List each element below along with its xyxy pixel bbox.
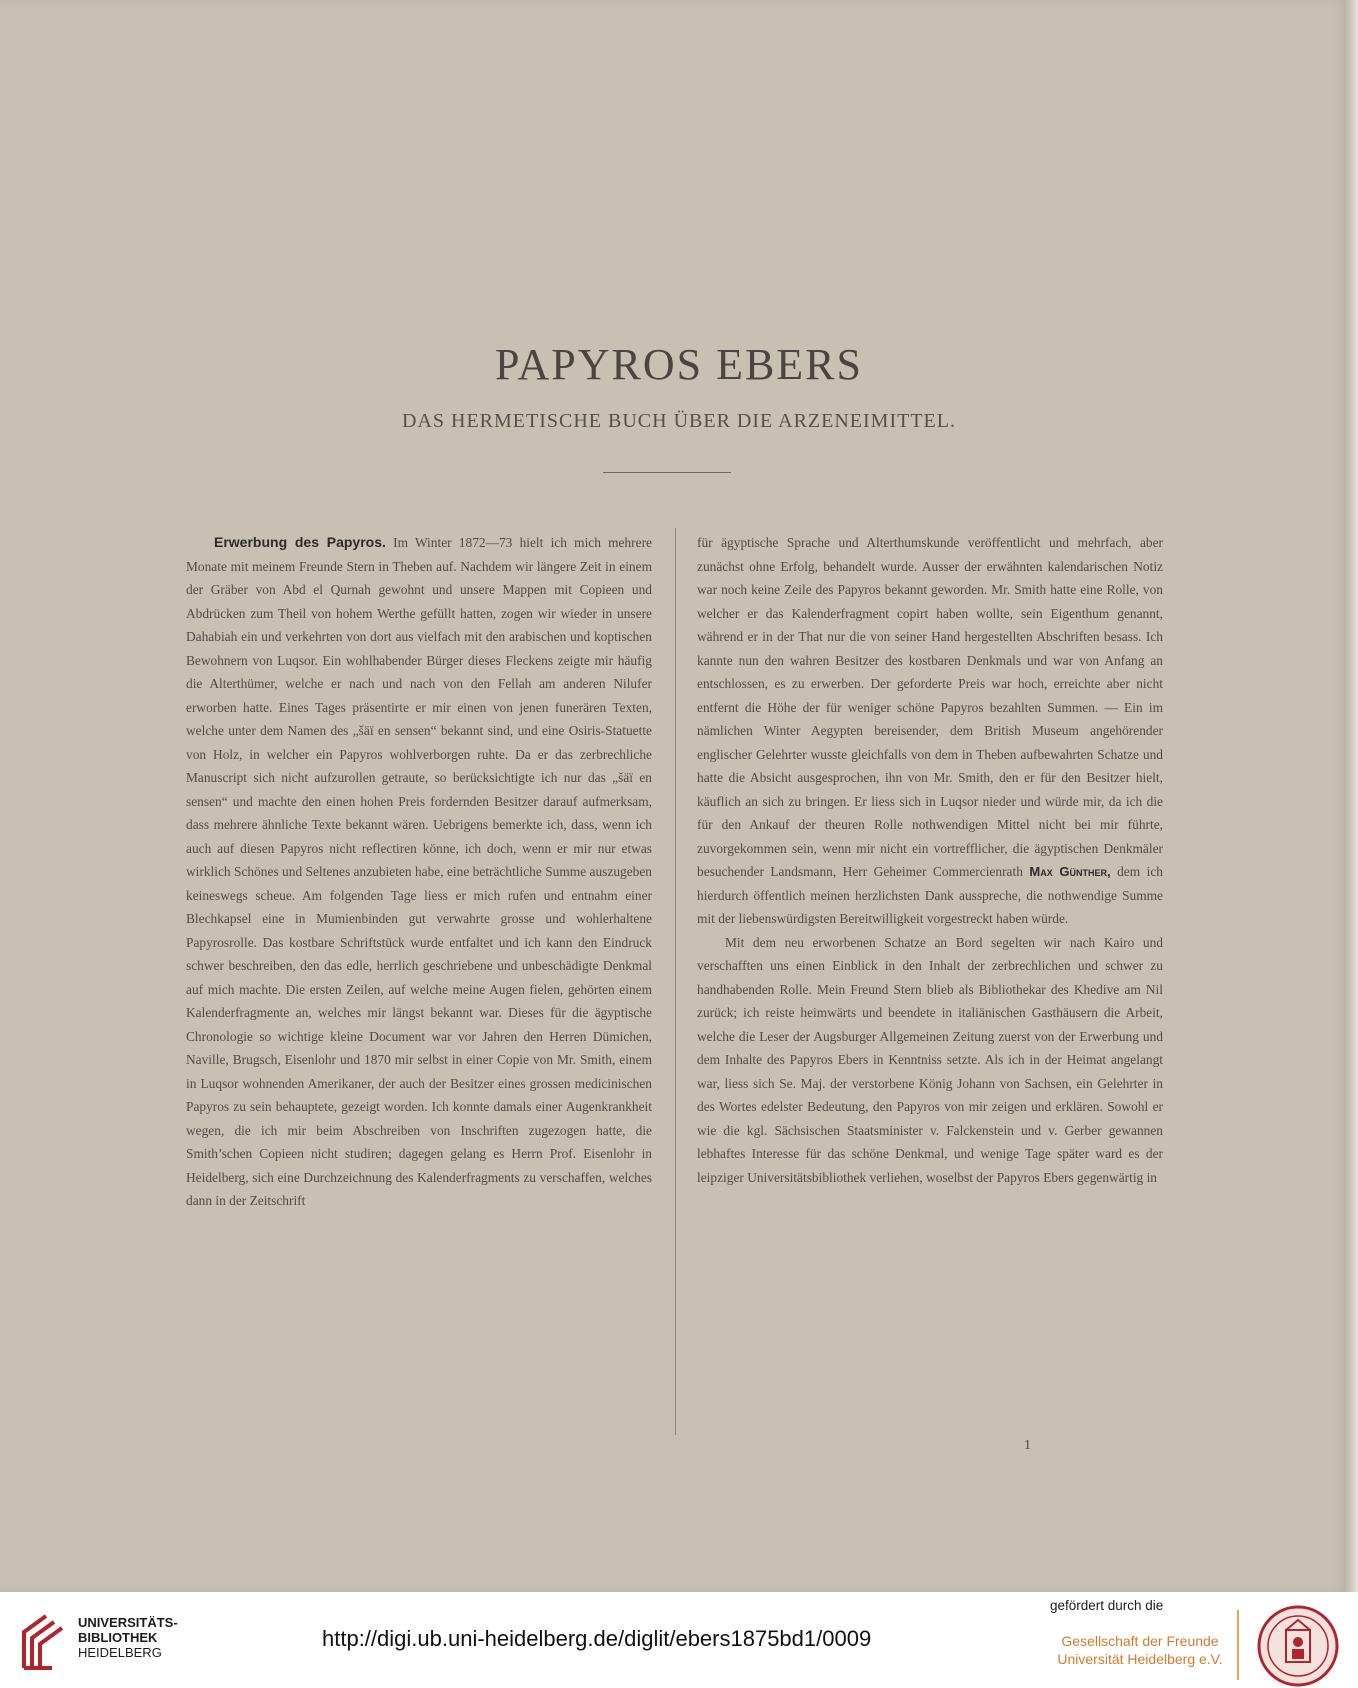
- right-paragraph-2: Mit dem neu erworbenen Schatze an Bord segelten wir nach Kairo und verschafften uns einen Einblick in den Inhalt der zerbrechlichen und schwer zu handhabenden Rolle. Mein Freund Stern blieb als Bibliothekar des Khedive am Nil zurück; ich reiste heimwärts und beendete in italiänischen Gasthäusern die Arbeit, welche die Leser der Augsburger Allgemeinen Zeitung zuerst von der Erwerbung und dem Inhalte des Papyros Ebers in Kenntniss setzte. Als ich in der Heimat angelangt war, liess sich Se. Maj. der verstorbene König Johann von Sachsen, ein Gelehrter in des Wortes edelster Bedeutung, den Papyros von mir zeigen und erklären. Sowohl er wie die kgl. Sächsischen Staatsminister v. Falckenstein und v. Gerber gewannen lebhaftes Interesse für das schöne Denkmal, und wenige Tage später ward es der leipziger Universitätsbibliothek verliehen, woselbst der Papyros Ebers gegenwärtig in: [697, 934, 1163, 1185]
- column-divider: [675, 528, 676, 1435]
- footer-bar: [0, 1592, 1358, 1686]
- name-max-guenther: Max Günther,: [1029, 864, 1111, 879]
- left-paragraph-1: [186, 531, 652, 1213]
- left-paragraph-1-text: Im Winter 1872—73 hielt ich mich mehrere Monate mit meinem Freunde Stern in Theben auf. Nachdem wir längere Zeit in einem der Gräber von Abd el Qurnah gewohnt und unsere Mappen mit Copieen und Abdrücken zum Theil von hohem Werthe gefüllt hatten, zogen wir wieder in unsere Dahabiah ein und verkehrten von dort aus vielfach mit den arabischen und koptischen Bewohnern von Luqsor. Ein wohlhabender Bürger dieses Fleckens zeigte mir häufig die Alterthümer, welche er nach und nach von den Fellah am anderen Nilufer erworben hatte. Eines Tages präsentirte er mir einen von jenen funerären Texten, welche unter dem Namen des „šäï en sensen“ bekannt sind, und eine Osiris-Statuette von Holz, in welcher ein Papyros wohlverborgen ruhte. Da er das zerbrechliche Manuscript sich nicht aufzurollen getraute, so berücksichtigte ich nur das „šäï en sensen“ und machte den einen hohen Preis fordernden Besitzer darauf aufmerksam, dass mehrere ähnliche Texte bekannt wären. Uebrigens bemerkte ich, dass, wenn ich auch auf diesen Papyros nicht reflectiren könne, ich doch, wenn er mir nur etwas wirklich Schönes und Seltenes anzubieten habe, eine beträchtliche Summe auszugeben keineswegs scheue. Am folgenden Tage liess er mich rufen und entnahm einer Blechkapsel eine in Mumienbinden gut verwahrte grosse und wohlerhaltene Papyrosrolle. Das kostbare Schriftstück wurde entfaltet und ich kann den Eindruck schwer beschreiben, den das edle, herrlich geschriebene und unbeschädigte Denkmal auf mich machte. Die ersten Zeilen, auf welche meine Augen fielen, gehörten einem Kalenderfragmente an, welches mir längst bekannt war. Dieses für die ägyptische Chronologie so wichtige kleine Document war vor Jahren den Herren Dümichen, Naville, Brugsch, Eisenlohr und 1870 mir selbst in einer Copie von Mr. Smith, einem in Luqsor wohnenden Amerikaner, der auch der Besitzer eines grossen medicinischen Papyros zu sein behauptete, gezeigt worden. Ich konnte damals einer Augenkrankheit wegen, die ich mir beim Abschreiben von Inschriften zugezogen hatte, die Smith’schen Copieen nicht studiren; dagegen gelang es Herrn Prof. Eisenlohr in Heidelberg, sich eine Durchzeichnung des Kalenderfragments zu verschaffen, welches dann in der Zeitschrift: [186, 535, 652, 1208]
- university-library-name: [78, 1615, 178, 1660]
- page-number: 1: [1024, 1438, 1031, 1453]
- page-subtitle: DAS HERMETISCHE BUCH ÜBER DIE ARZENEIMITTEL.: [402, 410, 956, 432]
- sponsor-intro: gefördert durch die: [1050, 1598, 1164, 1613]
- sponsor-line-2: Universität Heidelberg e.V.: [1057, 1651, 1223, 1667]
- sponsor-name: [1050, 1632, 1230, 1668]
- university-seal-icon: [1256, 1604, 1340, 1688]
- right-paragraph-1-text-b: dem ich hierdurch öffentlich meinen herzlichsten Dank ausspreche, die nothwendige Summe mit der liebenswürdigsten Bereitwilligkeit vorgestreckt haben würde.: [697, 864, 1163, 926]
- right-column: [697, 531, 1163, 1189]
- library-line-3: HEIDELBERG: [78, 1645, 162, 1660]
- sponsor-line-1: Gesellschaft der Freunde: [1061, 1633, 1219, 1649]
- section-heading: Erwerbung des Papyros.: [214, 534, 386, 550]
- sponsor-divider: [1237, 1610, 1239, 1680]
- right-paragraph-1-text-a: für ägyptische Sprache und Alterthumskunde veröffentlicht und mehrfach, aber zunächst ohne Erfolg, behandelt wurde. Ausser der erwähnten kalendarischen Notiz war noch keine Zeile des Papyros bekannt geworden. Mr. Smith hatte eine Rolle, von welcher er das Kalenderfragment copirt haben wollte, sein Eigenthum genannt, während er in der That nur die von seiner Hand hergestellten Abschriften besass. Ich kannte nun den wahren Besitzer des kostbaren Denkmals und war von Anfang an entschlossen, es zu erwerben. Der geforderte Preis war hoch, erreichte aber nicht entfernt die Höhe der für weniger schöne Papyros bezahlten Summen. — Ein im nämlichen Winter Aegypten bereisender, dem British Museum angehörender englischer Gelehrter wusste gleichfalls von dem in Theben aufbewahrten Schatze und hatte die Absicht ausgesprochen, ihn von Mr. Smith, den er für den Besitzer hielt, käuflich an sich zu bringen. Er liess sich in Luqsor nieder und würde mir, da ich die für den Ankauf der theuren Rolle nothwendigen Mittel nicht bei mir führte, zuvorgekommen sein, wenn mir nicht ein vortrefflicher, die ägyptischen Denkmäler besuchender Landsmann, Herr Geheimer Commercienrath: [697, 535, 1163, 879]
- university-library-logo-icon: [16, 1610, 72, 1672]
- right-paragraph-1: [697, 531, 1163, 931]
- page-title: PAPYROS EBERS: [495, 340, 863, 389]
- page-edge: [1344, 0, 1358, 1592]
- library-line-2: BIBLIOTHEK: [78, 1630, 158, 1645]
- left-column: [186, 531, 652, 1213]
- library-line-1: UNIVERSITÄTS-: [78, 1615, 178, 1630]
- permalink-url[interactable]: http://digi.ub.uni-heidelberg.de/diglit/ebers1875bd1/0009: [322, 1626, 872, 1651]
- title-rule: [603, 472, 731, 473]
